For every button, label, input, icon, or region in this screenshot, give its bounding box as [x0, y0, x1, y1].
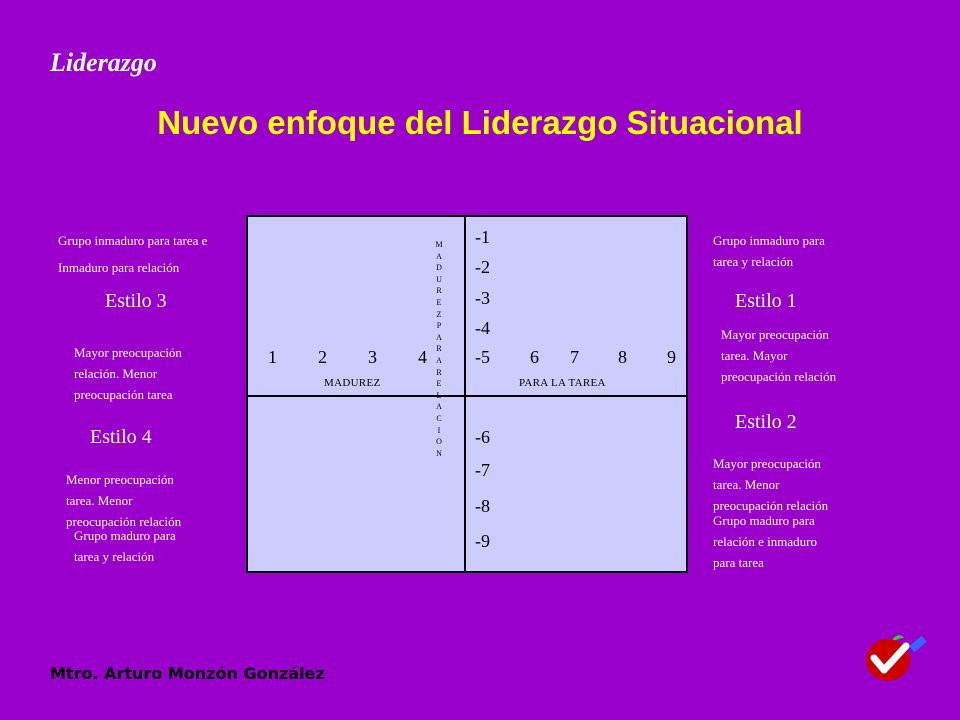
group-immature-line2: Inmaduro para relación [58, 260, 180, 275]
group-immature-right [713, 230, 825, 272]
axis-number: 1 [268, 347, 277, 367]
axis-number: 8 [618, 347, 627, 367]
grid-horizontal-divider [248, 395, 686, 397]
caption-madurez: MADUREZ [324, 377, 381, 389]
axis-number: 2 [318, 347, 327, 367]
axis-number: -8 [475, 496, 490, 516]
group-mature-line: Grupo maduro para [74, 528, 176, 543]
group-mature-relation-line: Grupo maduro para [713, 513, 815, 528]
group-mature-relation-line: relación e inmaduro [713, 534, 817, 549]
estilo3-label: Estilo 3 [105, 290, 167, 312]
apple-check-icon [862, 632, 930, 684]
axis-number: 6 [530, 347, 539, 367]
group-mature-relation-line: para tarea [713, 555, 764, 570]
estilo2-label: Estilo 2 [735, 411, 797, 433]
estilo1-description [721, 324, 836, 387]
leadership-grid [246, 215, 688, 573]
caption-para-la-tarea: PARA LA TAREA [519, 377, 606, 389]
estilo1-label: Estilo 1 [735, 290, 797, 312]
estilo4-desc-line: tarea. Menor [66, 493, 133, 508]
estilo3-description [74, 342, 182, 405]
section-title: Liderazgo [50, 48, 157, 77]
estilo4-desc-line: Menor preocupación [66, 472, 174, 487]
estilo2-desc-line: preocupación relación [713, 498, 829, 513]
estilo3-desc-line: relación. Menor [74, 366, 158, 381]
group-immature-left [58, 230, 207, 278]
group-immature-line1: Grupo inmaduro para tarea e [58, 233, 208, 248]
axis-number: -5 [475, 347, 490, 367]
axis-number: 4 [418, 347, 427, 367]
estilo3-desc-line: preocupación tarea [74, 387, 173, 402]
group-mature-line: tarea y relación [74, 549, 155, 564]
grid-vertical-divider [464, 217, 466, 571]
axis-number: -6 [475, 427, 490, 447]
axis-number: -2 [475, 257, 490, 277]
page-title: Nuevo enfoque del Liderazgo Situacional [157, 104, 803, 141]
group-mature-relation-right [713, 510, 817, 573]
vertical-axis-label: M A D U R E Z P A R A R E L A C I O N [435, 240, 443, 458]
axis-number: -9 [475, 531, 490, 551]
group-immature-right-line: tarea y relación [713, 254, 794, 269]
author-footer: Mtro. Arturo Monzón González [50, 664, 325, 683]
estilo4-label: Estilo 4 [90, 426, 152, 448]
axis-number: 9 [667, 347, 676, 367]
estilo2-desc-line: tarea. Menor [713, 477, 780, 492]
axis-number: -7 [475, 460, 490, 480]
estilo1-desc-line: Mayor preocupación [721, 327, 829, 342]
axis-number: -4 [475, 318, 490, 338]
estilo4-desc-line: preocupación relación [66, 514, 182, 529]
axis-number: 3 [368, 347, 377, 367]
axis-number: -3 [475, 288, 490, 308]
estilo1-desc-line: preocupación relación [721, 369, 837, 384]
estilo1-desc-line: tarea. Mayor [721, 348, 788, 363]
group-immature-right-line: Grupo inmaduro para [713, 233, 825, 248]
estilo3-desc-line: Mayor preocupación [74, 345, 182, 360]
group-mature-left [74, 525, 176, 567]
axis-number: -1 [475, 227, 490, 247]
estilo2-description [713, 453, 828, 516]
estilo2-desc-line: Mayor preocupación [713, 456, 821, 471]
pencil-shape [909, 636, 926, 652]
axis-number: 7 [570, 347, 579, 367]
estilo4-description [66, 469, 181, 532]
